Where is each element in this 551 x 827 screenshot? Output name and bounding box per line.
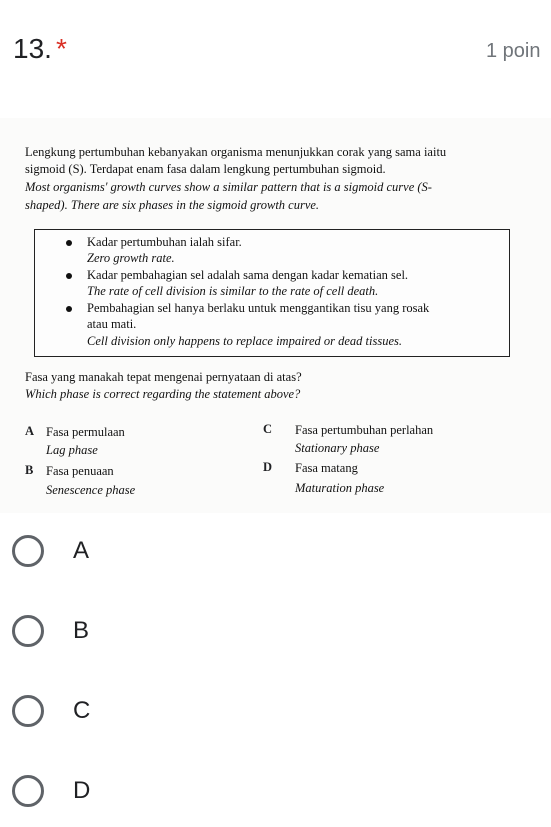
option-b-label: B (73, 617, 90, 644)
choice-d-letter: D (263, 460, 273, 474)
choice-c-ms: Fasa pertumbuhan perlahan (295, 423, 434, 437)
choice-b-en: Senescence phase (46, 483, 136, 497)
choice-d-en: Maturation phase (295, 481, 385, 495)
required-asterisk: * (55, 33, 67, 64)
option-b[interactable] (12, 615, 212, 655)
choice-b-letter: B (25, 463, 34, 477)
choice-a-en: Lag phase (46, 443, 98, 457)
radio-circle-icon[interactable] (12, 775, 44, 807)
statement-1-en: Zero growth rate. (87, 251, 175, 265)
option-c-label: C (73, 697, 91, 724)
bullet-2 (66, 273, 72, 279)
statement-3-ms-line1: Pembahagian sel hanya berlaku untuk menggantikan tisu yang rosak (87, 301, 430, 315)
statement-3-ms-line2: atau mati. (87, 317, 137, 331)
radio-circle-icon[interactable] (12, 695, 44, 727)
points-label: 1 poin (486, 40, 541, 62)
bullet-1 (66, 240, 72, 246)
radio-circle-icon[interactable] (12, 535, 44, 567)
choice-a-ms: Fasa permulaan (46, 425, 125, 439)
radio-circle-icon[interactable] (12, 615, 44, 647)
intro-en-line2: shaped). There are six phases in the sigmoid growth curve. (25, 198, 320, 212)
choice-a-letter: A (25, 424, 35, 438)
statement-3-en: Cell division only happens to replace impaired or dead tissues. (87, 334, 403, 348)
bullet-3 (66, 306, 72, 312)
question-image (0, 118, 551, 513)
option-d-label: D (73, 777, 91, 804)
option-a[interactable] (12, 535, 212, 575)
choice-d-ms: Fasa matang (295, 461, 358, 475)
question-number-text: 13. (13, 33, 52, 64)
question-number (13, 33, 67, 65)
choice-c-en: Stationary phase (295, 441, 380, 455)
option-a-label: A (73, 537, 90, 564)
option-c[interactable] (12, 695, 212, 735)
prompt-ms: Fasa yang manakah tepat mengenai pernyataan di atas? (25, 370, 302, 384)
intro-ms-line1: Lengkung pertumbuhan kebanyakan organisma menunjukkan corak yang sama iaitu (25, 145, 447, 159)
statement-2-en: The rate of cell division is similar to the rate of cell death. (87, 284, 379, 298)
choice-b-ms: Fasa penuaan (46, 464, 114, 478)
statements-box (34, 229, 510, 357)
statement-1-ms: Kadar pertumbuhan ialah sifar. (87, 235, 242, 249)
statement-2-ms: Kadar pembahagian sel adalah sama dengan kadar kematian sel. (87, 268, 409, 282)
option-d[interactable] (12, 775, 212, 815)
intro-ms-line2: sigmoid (S). Terdapat enam fasa dalam lengkung pertumbuhan sigmoid. (25, 162, 386, 176)
prompt-en: Which phase is correct regarding the statement above? (25, 387, 301, 401)
choice-c-letter: C (263, 422, 273, 436)
intro-en-line1: Most organisms' growth curves show a similar pattern that is a sigmoid curve (S- (25, 180, 432, 194)
